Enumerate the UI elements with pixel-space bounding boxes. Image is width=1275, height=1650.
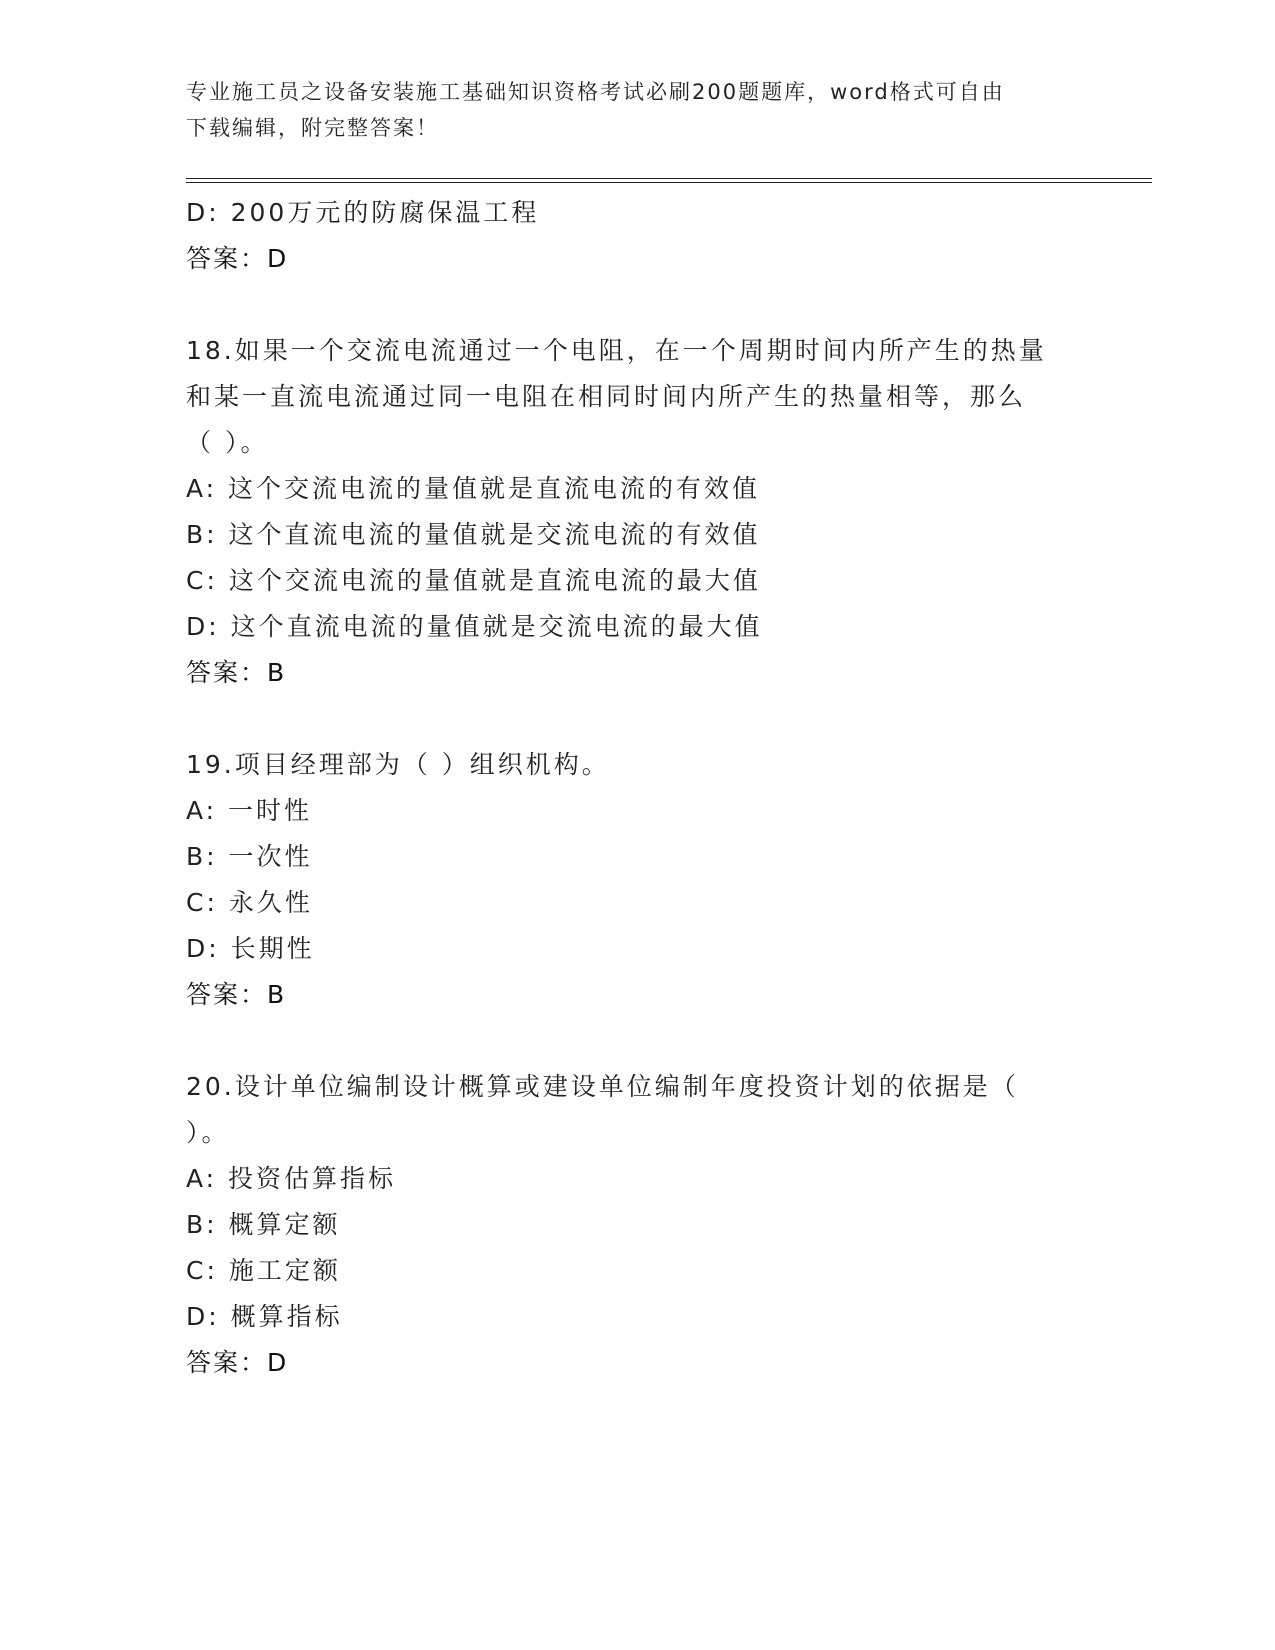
- option-a: A: 投资估算指标: [186, 1164, 397, 1193]
- header-title-line-2: 下载编辑，附完整答案！: [186, 116, 439, 140]
- option-c: C: 这个交流电流的量值就是直流电流的最大值: [186, 566, 761, 595]
- previous-question-tail: [186, 190, 1086, 282]
- option-d: D: 长期性: [186, 934, 315, 963]
- option-b: B: 概算定额: [186, 1210, 341, 1239]
- option-c: C: 永久性: [186, 888, 313, 917]
- question-stem-line: 19.项目经理部为（ ）组织机构。: [186, 750, 610, 779]
- option-b: B: 这个直流电流的量值就是交流电流的有效值: [186, 520, 761, 549]
- option-a: A: 这个交流电流的量值就是直流电流的有效值: [186, 474, 761, 503]
- document-header: [186, 74, 1086, 146]
- question-spacer: [186, 282, 1086, 328]
- question-stem-line: 18.如果一个交流电流通过一个电阻，在一个周期时间内所产生的热量: [186, 336, 1047, 365]
- question-stem-line: 20.设计单位编制设计概算或建设单位编制年度投资计划的依据是（: [186, 1072, 1019, 1101]
- header-divider-bottom: [186, 182, 1152, 183]
- answer-line: 答案：B: [186, 658, 287, 687]
- answer-line: 答案：D: [186, 244, 289, 273]
- option-a: A: 一时性: [186, 796, 313, 825]
- question-20: [186, 1064, 1086, 1386]
- answer-line: 答案：B: [186, 980, 287, 1009]
- option-d: D: 概算指标: [186, 1302, 343, 1331]
- question-spacer: [186, 1018, 1086, 1064]
- question-18: [186, 328, 1086, 696]
- header-divider-top: [186, 178, 1152, 179]
- answer-line: 答案：D: [186, 1348, 289, 1377]
- header-title-line-1: 专业施工员之设备安装施工基础知识资格考试必刷200题题库，word格式可自由: [186, 80, 1005, 104]
- option-b: B: 一次性: [186, 842, 313, 871]
- question-spacer: [186, 696, 1086, 742]
- question-stem-line: ）。: [186, 1118, 230, 1147]
- option-c: C: 施工定额: [186, 1256, 341, 1285]
- document-body: [186, 190, 1086, 1386]
- question-stem-line: （ ）。: [186, 428, 269, 457]
- question-stem-line: 和某一直流电流通过同一电阻在相同时间内所产生的热量相等，那么: [186, 382, 1027, 411]
- option-d: D: 这个直流电流的量值就是交流电流的最大值: [186, 612, 763, 641]
- question-19: [186, 742, 1086, 1018]
- option-d: D: 200万元的防腐保温工程: [186, 198, 540, 227]
